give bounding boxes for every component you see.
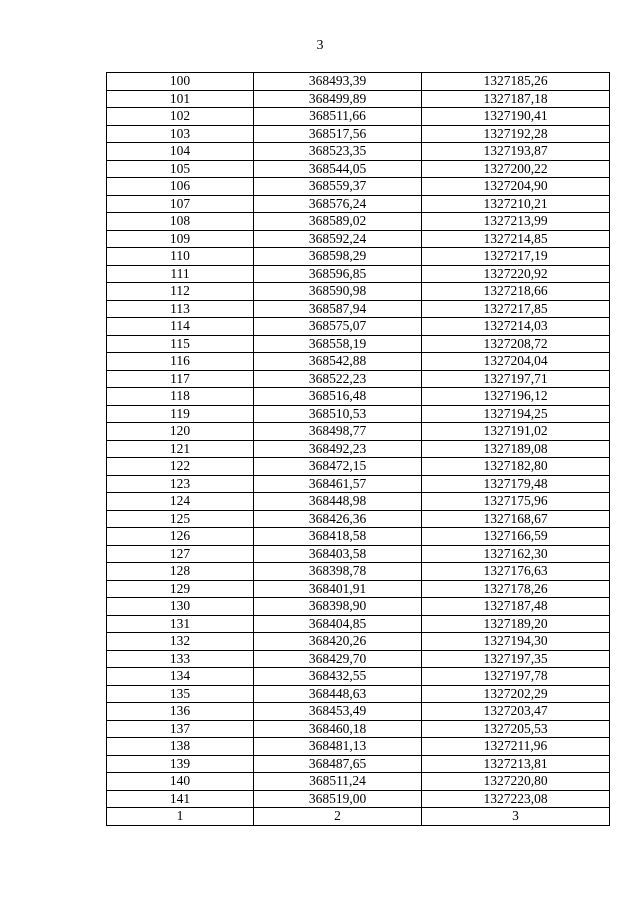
point-number-cell: 141: [107, 790, 254, 808]
x-coordinate-cell: 368592,24: [254, 230, 422, 248]
point-number-cell: 139: [107, 755, 254, 773]
x-coordinate-cell: 368426,36: [254, 510, 422, 528]
x-coordinate-cell: 368596,85: [254, 265, 422, 283]
x-coordinate-cell: 368432,55: [254, 668, 422, 686]
table-row: [107, 90, 610, 108]
point-number-cell: 127: [107, 545, 254, 563]
y-coordinate-cell: 1327194,25: [422, 405, 610, 423]
table-row: [107, 598, 610, 616]
point-number-cell: 137: [107, 720, 254, 738]
x-coordinate-cell: 368590,98: [254, 283, 422, 301]
y-coordinate-cell: 1327162,30: [422, 545, 610, 563]
x-coordinate-cell: 368559,37: [254, 178, 422, 196]
y-coordinate-cell: 1327187,18: [422, 90, 610, 108]
y-coordinate-cell: 1327214,03: [422, 318, 610, 336]
y-coordinate-cell: 1327218,66: [422, 283, 610, 301]
table-row: [107, 475, 610, 493]
table-row: [107, 615, 610, 633]
column-number-row: [107, 808, 610, 826]
point-number-cell: 122: [107, 458, 254, 476]
table-row: [107, 178, 610, 196]
x-coordinate-cell: 368420,26: [254, 633, 422, 651]
y-coordinate-cell: 1327189,08: [422, 440, 610, 458]
y-coordinate-cell: 1327211,96: [422, 738, 610, 756]
point-number-cell: 123: [107, 475, 254, 493]
table-row: [107, 283, 610, 301]
x-coordinate-cell: 368544,05: [254, 160, 422, 178]
x-coordinate-cell: 368511,24: [254, 773, 422, 791]
point-number-cell: 134: [107, 668, 254, 686]
x-coordinate-cell: 368510,53: [254, 405, 422, 423]
table-row: [107, 545, 610, 563]
point-number-cell: 107: [107, 195, 254, 213]
coordinates-table: [106, 72, 610, 826]
point-number-cell: 116: [107, 353, 254, 371]
y-coordinate-cell: 1327179,48: [422, 475, 610, 493]
y-coordinate-cell: 1327197,71: [422, 370, 610, 388]
x-coordinate-cell: 368429,70: [254, 650, 422, 668]
y-coordinate-cell: 1327189,20: [422, 615, 610, 633]
y-coordinate-cell: 1327196,12: [422, 388, 610, 406]
y-coordinate-cell: 1327220,80: [422, 773, 610, 791]
table-row: [107, 248, 610, 266]
table-row: [107, 703, 610, 721]
y-coordinate-cell: 1327223,08: [422, 790, 610, 808]
table-row: [107, 440, 610, 458]
point-number-cell: 140: [107, 773, 254, 791]
table-row: [107, 755, 610, 773]
table-row: [107, 423, 610, 441]
y-coordinate-cell: 1327214,85: [422, 230, 610, 248]
table-row: [107, 300, 610, 318]
y-coordinate-cell: 1327197,78: [422, 668, 610, 686]
point-number-cell: 120: [107, 423, 254, 441]
point-number-cell: 121: [107, 440, 254, 458]
point-number-cell: 108: [107, 213, 254, 231]
point-number-cell: 115: [107, 335, 254, 353]
x-coordinate-cell: 368472,15: [254, 458, 422, 476]
table-row: [107, 213, 610, 231]
x-coordinate-cell: 368575,07: [254, 318, 422, 336]
table-row: [107, 720, 610, 738]
y-coordinate-cell: 1327191,02: [422, 423, 610, 441]
point-number-cell: 102: [107, 108, 254, 126]
point-number-cell: 111: [107, 265, 254, 283]
table-row: [107, 125, 610, 143]
y-coordinate-cell: 1327187,48: [422, 598, 610, 616]
table-row: [107, 160, 610, 178]
x-coordinate-cell: 368499,89: [254, 90, 422, 108]
column-number-cell: 1: [107, 808, 254, 826]
point-number-cell: 103: [107, 125, 254, 143]
table-row: [107, 790, 610, 808]
y-coordinate-cell: 1327208,72: [422, 335, 610, 353]
y-coordinate-cell: 1327182,80: [422, 458, 610, 476]
y-coordinate-cell: 1327200,22: [422, 160, 610, 178]
table-row: [107, 370, 610, 388]
point-number-cell: 112: [107, 283, 254, 301]
column-number-cell: 2: [254, 808, 422, 826]
y-coordinate-cell: 1327175,96: [422, 493, 610, 511]
table-row: [107, 318, 610, 336]
table-row: [107, 510, 610, 528]
point-number-cell: 106: [107, 178, 254, 196]
point-number-cell: 124: [107, 493, 254, 511]
y-coordinate-cell: 1327192,28: [422, 125, 610, 143]
point-number-cell: 136: [107, 703, 254, 721]
x-coordinate-cell: 368542,88: [254, 353, 422, 371]
y-coordinate-cell: 1327213,81: [422, 755, 610, 773]
point-number-cell: 105: [107, 160, 254, 178]
table-row: [107, 195, 610, 213]
point-number-cell: 135: [107, 685, 254, 703]
table-row: [107, 528, 610, 546]
table-row: [107, 738, 610, 756]
y-coordinate-cell: 1327204,04: [422, 353, 610, 371]
y-coordinate-cell: 1327213,99: [422, 213, 610, 231]
x-coordinate-cell: 368558,19: [254, 335, 422, 353]
x-coordinate-cell: 368587,94: [254, 300, 422, 318]
point-number-cell: 101: [107, 90, 254, 108]
point-number-cell: 129: [107, 580, 254, 598]
point-number-cell: 126: [107, 528, 254, 546]
x-coordinate-cell: 368398,90: [254, 598, 422, 616]
x-coordinate-cell: 368487,65: [254, 755, 422, 773]
point-number-cell: 128: [107, 563, 254, 581]
point-number-cell: 131: [107, 615, 254, 633]
point-number-cell: 119: [107, 405, 254, 423]
x-coordinate-cell: 368453,49: [254, 703, 422, 721]
point-number-cell: 109: [107, 230, 254, 248]
y-coordinate-cell: 1327217,85: [422, 300, 610, 318]
y-coordinate-cell: 1327210,21: [422, 195, 610, 213]
x-coordinate-cell: 368460,18: [254, 720, 422, 738]
table-row: [107, 650, 610, 668]
point-number-cell: 104: [107, 143, 254, 161]
x-coordinate-cell: 368517,56: [254, 125, 422, 143]
column-number-cell: 3: [422, 808, 610, 826]
table-row: [107, 563, 610, 581]
x-coordinate-cell: 368519,00: [254, 790, 422, 808]
point-number-cell: 110: [107, 248, 254, 266]
table-row: [107, 458, 610, 476]
x-coordinate-cell: 368492,23: [254, 440, 422, 458]
table-row: [107, 230, 610, 248]
table-row: [107, 580, 610, 598]
x-coordinate-cell: 368511,66: [254, 108, 422, 126]
y-coordinate-cell: 1327168,67: [422, 510, 610, 528]
x-coordinate-cell: 368481,13: [254, 738, 422, 756]
x-coordinate-cell: 368448,63: [254, 685, 422, 703]
y-coordinate-cell: 1327204,90: [422, 178, 610, 196]
y-coordinate-cell: 1327193,87: [422, 143, 610, 161]
table-row: [107, 108, 610, 126]
table-row: [107, 493, 610, 511]
y-coordinate-cell: 1327166,59: [422, 528, 610, 546]
point-number-cell: 125: [107, 510, 254, 528]
table-row: [107, 143, 610, 161]
x-coordinate-cell: 368589,02: [254, 213, 422, 231]
point-number-cell: 117: [107, 370, 254, 388]
x-coordinate-cell: 368516,48: [254, 388, 422, 406]
table-row: [107, 405, 610, 423]
x-coordinate-cell: 368401,91: [254, 580, 422, 598]
x-coordinate-cell: 368498,77: [254, 423, 422, 441]
point-number-cell: 130: [107, 598, 254, 616]
y-coordinate-cell: 1327203,47: [422, 703, 610, 721]
x-coordinate-cell: 368418,58: [254, 528, 422, 546]
y-coordinate-cell: 1327185,26: [422, 73, 610, 91]
table-row: [107, 335, 610, 353]
table-row: [107, 265, 610, 283]
table-row: [107, 73, 610, 91]
y-coordinate-cell: 1327220,92: [422, 265, 610, 283]
table-row: [107, 668, 610, 686]
page-number: 3: [316, 38, 324, 53]
point-number-cell: 138: [107, 738, 254, 756]
point-number-cell: 118: [107, 388, 254, 406]
table-row: [107, 353, 610, 371]
x-coordinate-cell: 368598,29: [254, 248, 422, 266]
x-coordinate-cell: 368398,78: [254, 563, 422, 581]
table-row: [107, 388, 610, 406]
y-coordinate-cell: 1327205,53: [422, 720, 610, 738]
point-number-cell: 100: [107, 73, 254, 91]
x-coordinate-cell: 368448,98: [254, 493, 422, 511]
y-coordinate-cell: 1327194,30: [422, 633, 610, 651]
x-coordinate-cell: 368404,85: [254, 615, 422, 633]
point-number-cell: 132: [107, 633, 254, 651]
y-coordinate-cell: 1327190,41: [422, 108, 610, 126]
x-coordinate-cell: 368522,23: [254, 370, 422, 388]
table-row: [107, 685, 610, 703]
y-coordinate-cell: 1327217,19: [422, 248, 610, 266]
y-coordinate-cell: 1327197,35: [422, 650, 610, 668]
point-number-cell: 114: [107, 318, 254, 336]
coordinates-table-body: [107, 73, 610, 826]
x-coordinate-cell: 368576,24: [254, 195, 422, 213]
point-number-cell: 113: [107, 300, 254, 318]
table-row: [107, 633, 610, 651]
y-coordinate-cell: 1327202,29: [422, 685, 610, 703]
point-number-cell: 133: [107, 650, 254, 668]
table-row: [107, 773, 610, 791]
y-coordinate-cell: 1327178,26: [422, 580, 610, 598]
x-coordinate-cell: 368493,39: [254, 73, 422, 91]
y-coordinate-cell: 1327176,63: [422, 563, 610, 581]
x-coordinate-cell: 368403,58: [254, 545, 422, 563]
x-coordinate-cell: 368523,35: [254, 143, 422, 161]
x-coordinate-cell: 368461,57: [254, 475, 422, 493]
